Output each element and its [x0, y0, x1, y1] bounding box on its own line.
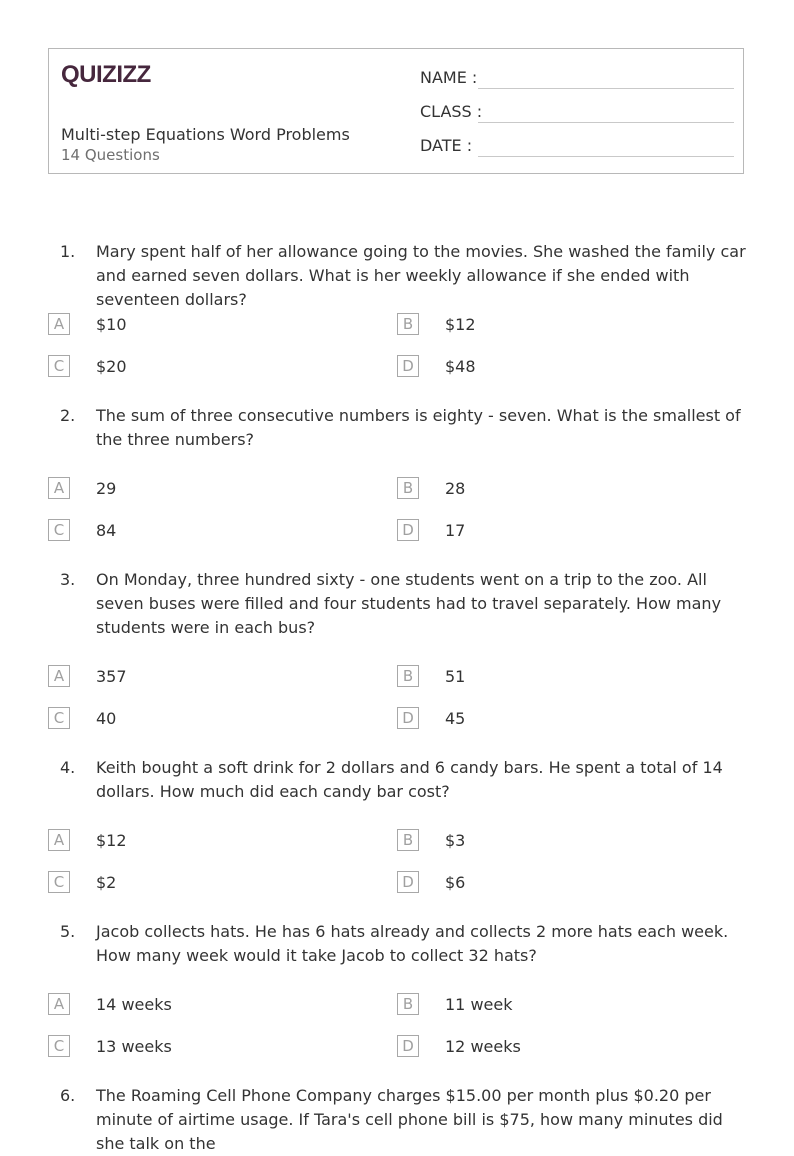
option-c[interactable] — [48, 707, 348, 731]
option-text: $12 — [445, 315, 476, 334]
option-text: 40 — [96, 709, 117, 728]
quizizz-logo-icon — [61, 59, 153, 89]
option-letter: C — [48, 519, 70, 541]
option-c[interactable] — [48, 519, 348, 543]
question-text: The sum of three consecutive numbers is eighty - seven. What is the smallest of the three numbers? — [96, 406, 741, 449]
option-text: 12 weeks — [445, 1037, 521, 1056]
option-letter: B — [397, 313, 419, 335]
option-text: 45 — [445, 709, 466, 728]
option-letter: D — [397, 519, 419, 541]
question-number: 6. — [60, 1086, 76, 1105]
option-letter: C — [48, 871, 70, 893]
svg-text:QUIZIZZ: QUIZIZZ — [61, 61, 151, 88]
date-line[interactable] — [478, 156, 734, 157]
option-text: 17 — [445, 521, 466, 540]
option-letter: D — [397, 355, 419, 377]
option-letter: A — [48, 313, 70, 335]
option-letter: C — [48, 707, 70, 729]
option-text: 84 — [96, 521, 117, 540]
option-text: $12 — [96, 831, 127, 850]
option-a[interactable] — [48, 313, 348, 337]
option-letter: B — [397, 665, 419, 687]
option-letter: B — [397, 477, 419, 499]
option-d[interactable] — [397, 707, 697, 731]
option-d[interactable] — [397, 519, 697, 543]
question-number: 1. — [60, 242, 76, 261]
class-field — [420, 102, 734, 124]
option-letter: C — [48, 355, 70, 377]
option-text: $2 — [96, 873, 117, 892]
option-b[interactable] — [397, 313, 697, 337]
option-d[interactable] — [397, 1035, 697, 1059]
date-field — [420, 136, 734, 158]
question-number: 5. — [60, 922, 76, 941]
option-b[interactable] — [397, 993, 697, 1017]
option-letter: D — [397, 1035, 419, 1057]
option-text: 13 weeks — [96, 1037, 172, 1056]
option-b[interactable] — [397, 665, 697, 689]
option-letter: A — [48, 829, 70, 851]
option-text: 14 weeks — [96, 995, 172, 1014]
option-c[interactable] — [48, 1035, 348, 1059]
option-b[interactable] — [397, 829, 697, 853]
option-c[interactable] — [48, 871, 348, 895]
name-label: NAME : — [420, 68, 478, 87]
question-number: 2. — [60, 406, 76, 425]
option-letter: B — [397, 829, 419, 851]
question-number: 4. — [60, 758, 76, 777]
option-text: $10 — [96, 315, 127, 334]
option-text: 357 — [96, 667, 127, 686]
option-text: 28 — [445, 479, 466, 498]
option-letter: A — [48, 665, 70, 687]
date-label: DATE : — [420, 136, 473, 155]
option-c[interactable] — [48, 355, 348, 379]
question-text: On Monday, three hundred sixty - one students went on a trip to the zoo. All seven buses were filled and four students had to travel separately. How many students were in each bus? — [96, 570, 722, 637]
question-count: 14 Questions — [61, 146, 160, 164]
name-line[interactable] — [478, 88, 734, 89]
worksheet-title: Multi-step Equations Word Problems — [61, 125, 350, 144]
option-letter: D — [397, 707, 419, 729]
option-a[interactable] — [48, 477, 348, 501]
option-text: 11 week — [445, 995, 513, 1014]
option-text: $20 — [96, 357, 127, 376]
option-text: $48 — [445, 357, 476, 376]
worksheet-header — [48, 48, 744, 174]
option-d[interactable] — [397, 355, 697, 379]
name-field — [420, 68, 734, 90]
option-a[interactable] — [48, 829, 348, 853]
class-line[interactable] — [478, 122, 734, 123]
option-d[interactable] — [397, 871, 697, 895]
question-number: 3. — [60, 570, 76, 589]
option-letter: A — [48, 477, 70, 499]
option-b[interactable] — [397, 477, 697, 501]
question-text: Mary spent half of her allowance going to the movies. She washed the family car and earned seven dollars. What is her weekly allowance if she ended with seventeen dollars? — [96, 242, 746, 309]
option-text: $3 — [445, 831, 466, 850]
class-label: CLASS : — [420, 102, 483, 121]
option-text: 29 — [96, 479, 117, 498]
option-a[interactable] — [48, 665, 348, 689]
option-text: $6 — [445, 873, 466, 892]
option-text: 51 — [445, 667, 466, 686]
option-a[interactable] — [48, 993, 348, 1017]
question-text: Jacob collects hats. He has 6 hats already and collects 2 more hats each week. How many week would it take Jacob to collect 32 hats? — [96, 922, 729, 965]
option-letter: B — [397, 993, 419, 1015]
question-text: Keith bought a soft drink for 2 dollars and 6 candy bars. He spent a total of 14 dollars. How much did each candy bar cost? — [96, 758, 723, 801]
option-letter: D — [397, 871, 419, 893]
option-letter: C — [48, 1035, 70, 1057]
quizizz-logo — [61, 59, 153, 89]
question-text: The Roaming Cell Phone Company charges $15.00 per month plus $0.20 per minute of airtime usage. If Tara's cell phone bill is $75, how many minutes did she talk on the — [96, 1086, 723, 1153]
option-letter: A — [48, 993, 70, 1015]
